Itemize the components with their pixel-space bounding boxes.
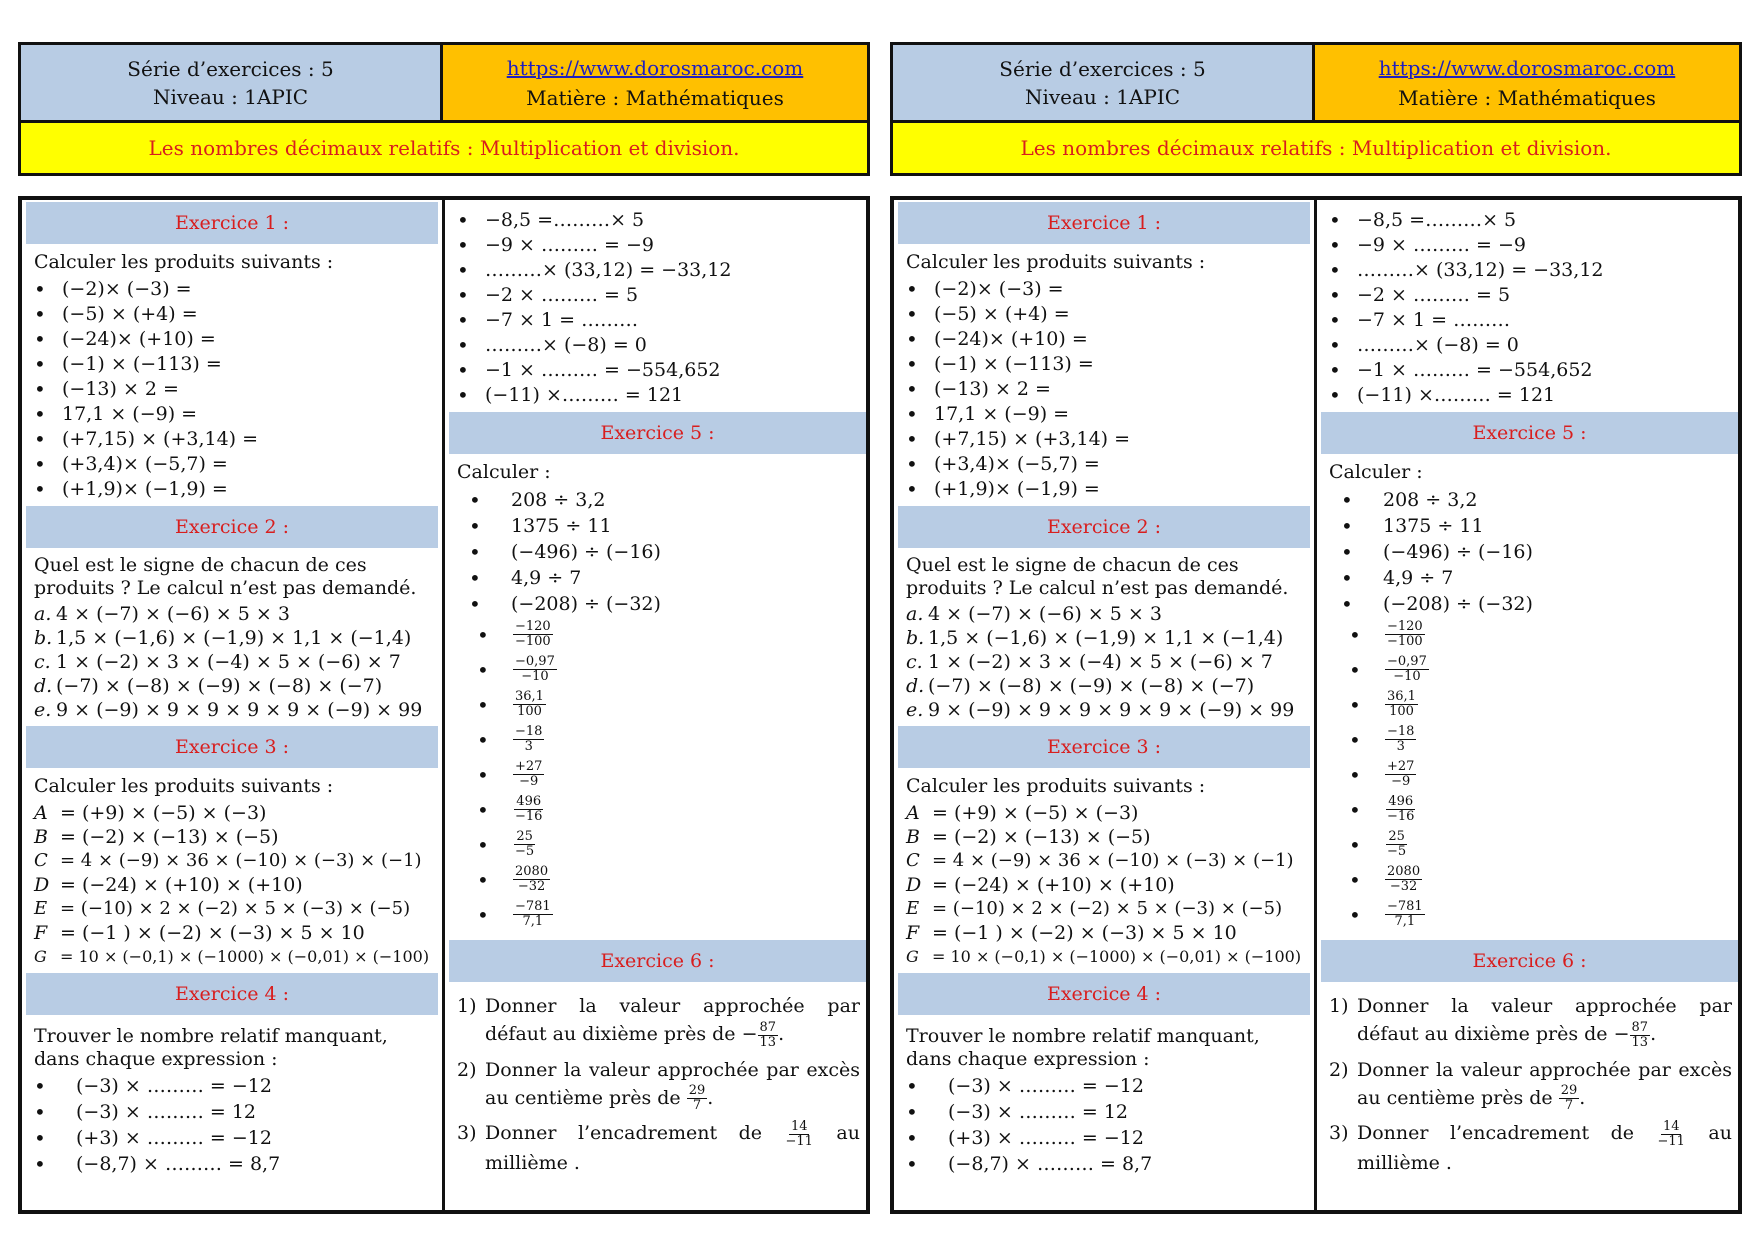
list-item: A = (+9) × (−5) × (−3): [906, 802, 1139, 824]
exercise-1-intro: Calculer les produits suivants :: [34, 251, 334, 273]
exercise-5-heading: Exercice 5 :: [1321, 412, 1738, 454]
question-2: 2) Donner la valeur approchée par excès au centième près de $\frac{29}{7}$ .: [1329, 1058, 1732, 1113]
header-site: [443, 45, 867, 123]
list-item: • (+1,9)× (−1,9) =: [906, 477, 1304, 502]
list-item: • −9 × ……… = −9: [457, 233, 860, 258]
header-site: [1315, 45, 1739, 123]
list-item: • (+7,15) × (+3,14) =: [906, 427, 1304, 452]
exercise-4-continued: [1317, 200, 1742, 412]
list-item: • −2 × ……… = 5: [1329, 283, 1732, 308]
list-item: • −8,5 =………× 5: [1329, 208, 1732, 233]
list-item: • ………× (−8) = 0: [457, 333, 860, 358]
exercise-4-intro: Trouver le nombre relatif manquant, dans chaque expression :: [906, 1025, 1260, 1070]
exercise-3: [894, 768, 1314, 973]
question-1: 1) Donner la valeur approchée par défaut au dixième près de − $\frac{87}{13}$ .: [1329, 995, 1732, 1050]
fraction-item: • $\frac{2080}{-32}$: [457, 862, 860, 897]
exercise-5-fractions: [1329, 617, 1732, 932]
exercise-4-heading: Exercice 4 :: [26, 973, 438, 1015]
exercise-6: [445, 982, 870, 1187]
list-item: • −1 × ……… = −554,652: [1329, 358, 1732, 383]
exercise-6-heading: Exercice 6 :: [449, 940, 866, 982]
niveau-label: Niveau : 1APIC: [152, 84, 309, 109]
list-item: • ………× (33,12) = −33,12: [457, 258, 860, 283]
exercise-5-list: [1341, 487, 1732, 617]
exercise-1-heading: Exercice 1 :: [26, 202, 438, 244]
exercise-4-list: [34, 1073, 432, 1177]
fraction-item: • $\frac{25}{-5}$: [457, 827, 860, 862]
list-item: • (+3,4)× (−5,7) =: [34, 452, 432, 477]
list-item: • (−11) ×……… = 121: [1329, 383, 1732, 408]
list-item: • −7 × 1 = ………: [1329, 308, 1732, 333]
list-item: e. 9 × (−9) × 9 × 9 × 9 × 9 × (−9) × 99: [906, 699, 1295, 721]
list-item: • ………× (−8) = 0: [1329, 333, 1732, 358]
list-item: • (−24)× (+10) =: [34, 327, 432, 352]
list-item: d. (−7) × (−8) × (−9) × (−8) × (−7): [34, 675, 383, 697]
exercise-2-list: [906, 602, 1304, 722]
exercise-6-list: [457, 992, 860, 1177]
list-item: • (+3,4)× (−5,7) =: [906, 452, 1304, 477]
list-item: D = (−24) × (+10) × (+10): [906, 874, 1175, 896]
column-2: [1317, 200, 1742, 1210]
list-item: • −1 × ……… = −554,652: [457, 358, 860, 383]
list-item: • 1375 ÷ 11: [469, 513, 860, 539]
exercise-3-heading: Exercice 3 :: [898, 726, 1310, 768]
fraction-item: • $\frac{-0,97}{-10}$: [457, 652, 860, 687]
fraction-item: • $\frac{-120}{-100}$: [457, 617, 860, 652]
exercise-1-list: [34, 277, 432, 502]
exercise-body: [18, 196, 870, 1214]
exercise-6-list: [1329, 992, 1732, 1177]
worksheet-copy-left: [18, 42, 870, 1214]
exercise-body: [890, 196, 1742, 1214]
column-2: [445, 200, 870, 1210]
list-item: • −7 × 1 = ………: [457, 308, 860, 333]
fraction-item: • $\frac{-0,97}{-10}$: [1329, 652, 1732, 687]
exercise-4-heading: Exercice 4 :: [898, 973, 1310, 1015]
worksheet-title: Les nombres décimaux relatifs : Multiplication et division.: [21, 123, 867, 173]
list-item: • (+1,9)× (−1,9) =: [34, 477, 432, 502]
matiere-label: Matière : Mathématiques: [526, 85, 784, 110]
site-link[interactable]: https://www.dorosmaroc.com: [1378, 55, 1676, 80]
list-item: • (−5) × (+4) =: [906, 302, 1304, 327]
exercise-4: [894, 1015, 1314, 1181]
list-item: • (−13) × 2 =: [906, 377, 1304, 402]
exercise-5: [445, 454, 870, 936]
list-item: • (−13) × 2 =: [34, 377, 432, 402]
fraction-item: • $\frac{-781}{7,1}$: [1329, 897, 1732, 932]
exercise-1-heading: Exercice 1 :: [898, 202, 1310, 244]
list-item: b. 1,5 × (−1,6) × (−1,9) × 1,1 × (−1,4): [34, 627, 412, 649]
list-item: • 208 ÷ 3,2: [469, 487, 860, 513]
worksheet-copy-right: [890, 42, 1742, 1214]
exercise-3-intro: Calculer les produits suivants :: [34, 775, 334, 797]
list-item: A = (+9) × (−5) × (−3): [34, 802, 267, 824]
list-item: • (−8,7) × ……… = 8,7: [906, 1151, 1304, 1177]
list-item: • 4,9 ÷ 7: [469, 565, 860, 591]
exercise-2: [894, 548, 1314, 726]
exercise-1-list: [906, 277, 1304, 502]
exercise-2-intro: Quel est le signe de chacun de ces produits ? Le calcul n’est pas demandé.: [34, 554, 417, 599]
list-item: G = 10 × (−0,1) × (−1000) × (−0,01) × (−100): [906, 947, 1302, 966]
header: [18, 42, 870, 176]
header-info: [893, 45, 1315, 123]
list-item: • (−8,7) × ……… = 8,7: [34, 1151, 432, 1177]
exercise-1: [22, 244, 442, 506]
header: [890, 42, 1742, 176]
exercise-3-intro: Calculer les produits suivants :: [906, 775, 1206, 797]
list-item: • −8,5 =………× 5: [457, 208, 860, 233]
exercise-2: [22, 548, 442, 726]
fraction-item: • $\frac{36,1}{100}$: [457, 687, 860, 722]
list-item: • (−3) × ……… = −12: [906, 1073, 1304, 1099]
question-3: 3) Donner l’encadrement de $\frac{14}{-11}$ au millième .: [1329, 1118, 1732, 1174]
serie-label: Série d’exercices : 5: [999, 56, 1206, 81]
fraction-item: • $\frac{-781}{7,1}$: [457, 897, 860, 932]
fraction-item: • $\frac{+27}{-9}$: [1329, 757, 1732, 792]
list-item: • (−3) × ……… = 12: [906, 1099, 1304, 1125]
exercise-4: [22, 1015, 442, 1181]
exercise-4-list: [906, 1073, 1304, 1177]
question-1: 1) Donner la valeur approchée par défaut au dixième près de − $\frac{87}{13}$ .: [457, 995, 860, 1050]
list-item: G = 10 × (−0,1) × (−1000) × (−0,01) × (−100): [34, 947, 430, 966]
site-link[interactable]: https://www.dorosmaroc.com: [506, 55, 804, 80]
list-item: • −2 × ……… = 5: [457, 283, 860, 308]
list-item: c. 1 × (−2) × 3 × (−4) × 5 × (−6) × 7: [34, 651, 401, 673]
exercise-3: [22, 768, 442, 973]
matiere-label: Matière : Mathématiques: [1398, 85, 1656, 110]
exercise-2-heading: Exercice 2 :: [898, 506, 1310, 548]
serie-label: Série d’exercices : 5: [127, 56, 334, 81]
list-item: • 208 ÷ 3,2: [1341, 487, 1732, 513]
list-item: E = (−10) × 2 × (−2) × 5 × (−3) × (−5): [34, 898, 411, 919]
exercise-3-heading: Exercice 3 :: [26, 726, 438, 768]
fraction-item: • $\frac{496}{-16}$: [457, 792, 860, 827]
list-item: a. 4 × (−7) × (−6) × 5 × 3: [34, 603, 290, 625]
exercise-5-intro: Calculer :: [1329, 461, 1423, 483]
exercise-1: [894, 244, 1314, 506]
exercise-5-fractions: [457, 617, 860, 932]
exercise-6-heading: Exercice 6 :: [1321, 940, 1738, 982]
exercise-2-intro: Quel est le signe de chacun de ces produits ? Le calcul n’est pas demandé.: [906, 554, 1289, 599]
exercise-2-heading: Exercice 2 :: [26, 506, 438, 548]
exercise-3-list: [34, 801, 432, 969]
exercise-3-list: [906, 801, 1304, 969]
list-item: B = (−2) × (−13) × (−5): [34, 826, 279, 848]
list-item: • (−1) × (−113) =: [34, 352, 432, 377]
exercise-6: [1317, 982, 1742, 1187]
exercise-5-list: [469, 487, 860, 617]
list-item: • (+3) × ……… = −12: [34, 1125, 432, 1151]
exercise-4-continued-list: [1329, 208, 1732, 408]
fraction-item: • $\frac{25}{-5}$: [1329, 827, 1732, 862]
list-item: e. 9 × (−9) × 9 × 9 × 9 × 9 × (−9) × 99: [34, 699, 423, 721]
exercise-2-list: [34, 602, 432, 722]
list-item: d. (−7) × (−8) × (−9) × (−8) × (−7): [906, 675, 1255, 697]
column-1: [22, 200, 445, 1210]
column-1: [894, 200, 1317, 1210]
list-item: F = (−1 ) × (−2) × (−3) × 5 × 10: [34, 922, 365, 944]
niveau-label: Niveau : 1APIC: [1024, 84, 1181, 109]
exercise-5-intro: Calculer :: [457, 461, 551, 483]
list-item: • (−208) ÷ (−32): [469, 591, 860, 617]
list-item: • (−3) × ……… = 12: [34, 1099, 432, 1125]
list-item: • (−2)× (−3) =: [906, 277, 1304, 302]
fraction-item: • $\frac{36,1}{100}$: [1329, 687, 1732, 722]
fraction-item: • $\frac{-18}{3}$: [457, 722, 860, 757]
list-item: • (−24)× (+10) =: [906, 327, 1304, 352]
exercise-4-continued-list: [457, 208, 860, 408]
question-3: 3) Donner l’encadrement de $\frac{14}{-11}$ au millième .: [457, 1118, 860, 1174]
fraction-item: • $\frac{-120}{-100}$: [1329, 617, 1732, 652]
question-2: 2) Donner la valeur approchée par excès au centième près de $\frac{29}{7}$ .: [457, 1058, 860, 1113]
fraction-item: • $\frac{2080}{-32}$: [1329, 862, 1732, 897]
fraction-item: • $\frac{-18}{3}$: [1329, 722, 1732, 757]
list-item: • (−496) ÷ (−16): [1341, 539, 1732, 565]
list-item: • (+7,15) × (+3,14) =: [34, 427, 432, 452]
fraction-item: • $\frac{+27}{-9}$: [457, 757, 860, 792]
list-item: • ………× (33,12) = −33,12: [1329, 258, 1732, 283]
list-item: • 17,1 × (−9) =: [906, 402, 1304, 427]
list-item: • 4,9 ÷ 7: [1341, 565, 1732, 591]
list-item: • (−11) ×……… = 121: [457, 383, 860, 408]
list-item: c. 1 × (−2) × 3 × (−4) × 5 × (−6) × 7: [906, 651, 1273, 673]
worksheet-title: Les nombres décimaux relatifs : Multiplication et division.: [893, 123, 1739, 173]
list-item: • 17,1 × (−9) =: [34, 402, 432, 427]
list-item: • (−2)× (−3) =: [34, 277, 432, 302]
list-item: D = (−24) × (+10) × (+10): [34, 874, 303, 896]
list-item: • (−5) × (+4) =: [34, 302, 432, 327]
list-item: b. 1,5 × (−1,6) × (−1,9) × 1,1 × (−1,4): [906, 627, 1284, 649]
fraction-item: • $\frac{496}{-16}$: [1329, 792, 1732, 827]
list-item: E = (−10) × 2 × (−2) × 5 × (−3) × (−5): [906, 898, 1283, 919]
list-item: • 1375 ÷ 11: [1341, 513, 1732, 539]
list-item: • (−496) ÷ (−16): [469, 539, 860, 565]
list-item: B = (−2) × (−13) × (−5): [906, 826, 1151, 848]
list-item: a. 4 × (−7) × (−6) × 5 × 3: [906, 603, 1162, 625]
exercise-1-intro: Calculer les produits suivants :: [906, 251, 1206, 273]
exercise-5-heading: Exercice 5 :: [449, 412, 866, 454]
exercise-4-continued: [445, 200, 870, 412]
list-item: • (−1) × (−113) =: [906, 352, 1304, 377]
exercise-4-intro: Trouver le nombre relatif manquant, dans chaque expression :: [34, 1025, 388, 1070]
list-item: C = 4 × (−9) × 36 × (−10) × (−3) × (−1): [34, 850, 422, 871]
list-item: • (−3) × ……… = −12: [34, 1073, 432, 1099]
list-item: C = 4 × (−9) × 36 × (−10) × (−3) × (−1): [906, 850, 1294, 871]
list-item: F = (−1 ) × (−2) × (−3) × 5 × 10: [906, 922, 1237, 944]
list-item: • −9 × ……… = −9: [1329, 233, 1732, 258]
list-item: • (+3) × ……… = −12: [906, 1125, 1304, 1151]
list-item: • (−208) ÷ (−32): [1341, 591, 1732, 617]
exercise-5: [1317, 454, 1742, 936]
header-info: [21, 45, 443, 123]
